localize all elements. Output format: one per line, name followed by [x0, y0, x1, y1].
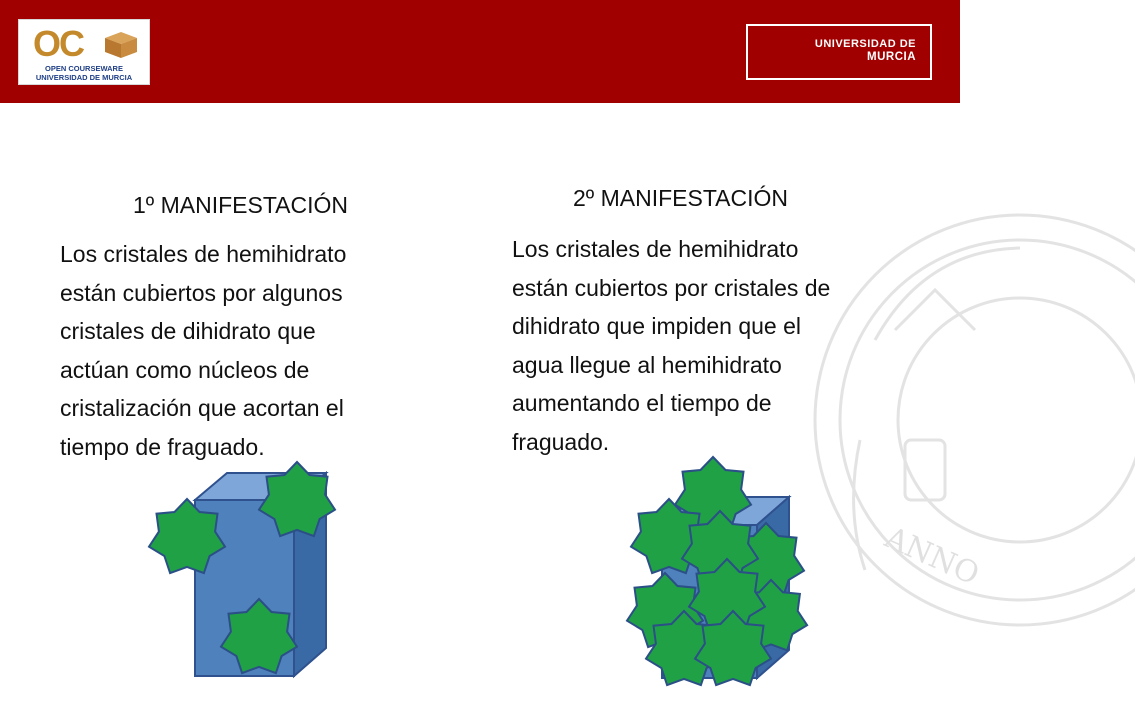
- crystal-star-right-1: [675, 457, 751, 531]
- prism-2: [662, 497, 789, 678]
- seal-anno-text: ANNO: [879, 520, 985, 593]
- opencourseware-logo[interactable]: [18, 19, 150, 85]
- prism-1-side: [294, 473, 326, 676]
- header-bar: [0, 0, 960, 103]
- crystal-star-right-6: [735, 580, 807, 650]
- logo-line-universidad: UNIVERSIDAD DE: [814, 38, 916, 50]
- prism-2-front: [662, 525, 757, 678]
- crystal-star-right-5: [627, 573, 703, 647]
- prism-1-top: [195, 473, 326, 500]
- university-seal-watermark: [805, 210, 1135, 630]
- crystal-star-right-2: [631, 499, 707, 573]
- crystal-star-right-4: [682, 511, 758, 585]
- oc-logo-mark: OC: [33, 23, 83, 64]
- logo-line-murcia: MURCIA: [867, 51, 916, 63]
- crystal-star-right-8: [646, 611, 722, 685]
- crystal-star-right-7: [689, 559, 765, 633]
- prism-1-front: [195, 500, 294, 676]
- paragraph-2: Los cristales de hemihidrato están cubiertos por cristales de dihidrato que impiden que el agua llegue al hemihidrato aumentando el tiempo de fraguado.: [512, 236, 831, 455]
- crystal-star-right-3: [728, 523, 804, 597]
- opencourseware-text: OPEN COURSEWARE: [45, 64, 123, 73]
- prism-1: [195, 473, 326, 676]
- box-icon: [101, 26, 141, 60]
- prism-2-top: [662, 497, 789, 525]
- crystal-star-left-1: [259, 462, 335, 536]
- universidad-murcia-logo[interactable]: [746, 24, 932, 80]
- heading-1: 1º MANIFESTACIÓN: [133, 192, 348, 218]
- prism-2-side: [757, 497, 789, 678]
- crystal-star-left-2: [149, 499, 225, 573]
- paragraph-1: Los cristales de hemihidrato están cubiertos por algunos cristales de dihidrato que actúan como núcleos de cristalización que acortan el tiempo de fraguado.: [60, 241, 347, 460]
- crystal-star-left-3: [221, 599, 297, 673]
- heading-2: 2º MANIFESTACIÓN: [573, 185, 788, 211]
- crystal-star-right-9: [695, 611, 771, 685]
- university-text: UNIVERSIDAD DE MURCIA: [35, 73, 133, 82]
